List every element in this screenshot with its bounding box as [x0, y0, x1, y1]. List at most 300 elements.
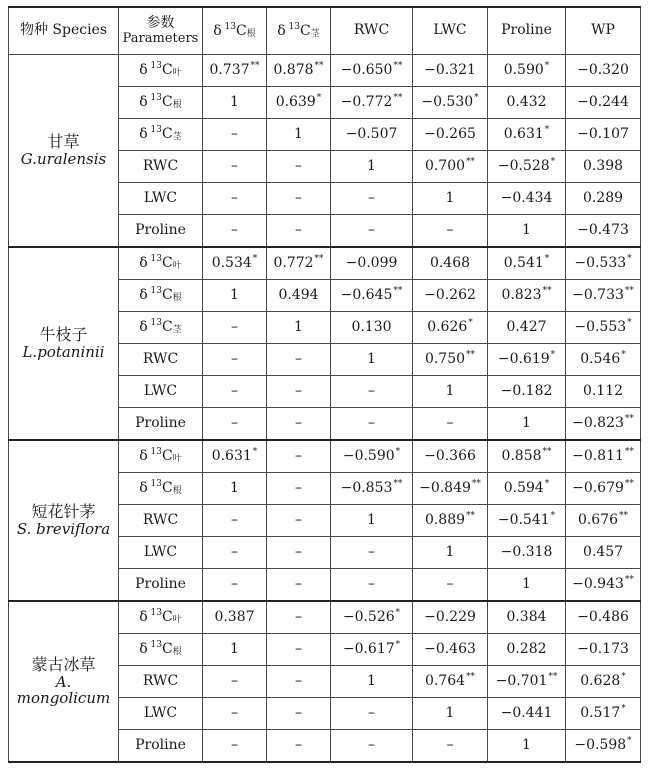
value-text: 1	[367, 157, 376, 174]
species-name-cn: 牛枝子	[39, 325, 88, 345]
parameter-cell	[119, 119, 203, 151]
header-parameters	[119, 7, 203, 55]
value-cell	[203, 505, 267, 537]
parameter-text: LWC	[143, 382, 178, 399]
header-col-4	[488, 7, 566, 55]
significance-mark: *	[316, 93, 322, 104]
value-cell	[203, 440, 267, 473]
value-text: 1	[230, 479, 239, 496]
value-cell	[566, 183, 641, 215]
parameter-cell	[119, 698, 203, 730]
value-cell	[331, 730, 413, 763]
value-cell	[566, 87, 641, 119]
value-cell	[331, 215, 413, 248]
value-cell	[413, 312, 488, 344]
value-text: 0.889	[424, 512, 466, 529]
value-cell	[488, 215, 566, 248]
parameter-delta: δ	[139, 319, 148, 336]
value-text: –	[295, 157, 302, 174]
value-cell	[267, 344, 331, 376]
parameter-text: Proline	[135, 575, 186, 592]
value-text: –	[368, 221, 375, 238]
header-col-3-text: LWC	[433, 22, 467, 39]
value-text: 0.546	[580, 351, 621, 368]
parameter-cell	[119, 408, 203, 441]
value-text: 1	[445, 704, 455, 721]
value-text: 1	[445, 382, 455, 399]
value-text: –	[231, 125, 238, 142]
value-cell	[203, 215, 267, 248]
value-text: 0.590	[503, 62, 544, 79]
species-name-latin: G.uralensis	[20, 150, 107, 169]
significance-mark: **	[624, 286, 634, 297]
value-cell	[488, 280, 566, 312]
value-cell	[413, 473, 488, 505]
value-cell	[203, 569, 267, 602]
parameter-delta: δ	[139, 609, 148, 626]
value-cell	[488, 569, 566, 602]
value-text: −0.590	[342, 448, 395, 465]
parameter-text: RWC	[142, 350, 179, 367]
table-header	[9, 7, 641, 55]
value-text: −0.262	[424, 286, 476, 303]
value-text: −0.619	[497, 351, 550, 368]
value-cell	[331, 376, 413, 408]
value-cell	[331, 151, 413, 183]
value-text: 0.387	[214, 608, 255, 625]
value-text: –	[295, 672, 302, 689]
value-cell	[203, 537, 267, 569]
value-cell	[566, 312, 641, 344]
value-text: 1	[522, 736, 531, 753]
species-name-latin: L.potaninii	[22, 343, 105, 362]
species-name-cn: 短花针茅	[31, 502, 96, 522]
value-text: 0.858	[501, 448, 542, 465]
value-text: −0.473	[577, 221, 629, 238]
value-text: 0.517	[580, 705, 621, 722]
value-cell	[331, 119, 413, 151]
value-cell	[267, 280, 331, 312]
parameter-cell	[119, 312, 203, 344]
significance-mark: **	[314, 254, 324, 265]
parameter-text: Proline	[135, 414, 186, 431]
parameter-base: C	[161, 287, 173, 304]
parameter-isotope: 13	[150, 286, 162, 297]
significance-mark: **	[624, 447, 634, 458]
parameter-text: RWC	[142, 672, 179, 689]
value-text: –	[295, 640, 302, 657]
significance-mark: *	[395, 608, 401, 619]
value-text: −0.366	[424, 447, 476, 464]
value-cell	[203, 730, 267, 763]
parameter-isotope: 13	[150, 61, 162, 72]
value-text: –	[295, 447, 302, 464]
value-cell	[331, 312, 413, 344]
significance-mark: **	[393, 61, 403, 72]
value-text: −0.320	[577, 61, 629, 78]
parameter-cell	[119, 280, 203, 312]
parameter-tissue: 根	[172, 293, 182, 304]
value-text: 0.631	[503, 126, 544, 143]
value-text: –	[231, 189, 238, 206]
value-text: −0.853	[340, 480, 393, 497]
parameter-cell	[119, 569, 203, 602]
value-cell	[331, 601, 413, 634]
value-cell	[413, 151, 488, 183]
value-cell	[566, 601, 641, 634]
header-col-0-tissue: 根	[246, 28, 256, 39]
value-cell	[488, 408, 566, 441]
header-col-1-tissue: 茎	[310, 28, 320, 39]
parameter-cell	[119, 666, 203, 698]
value-cell	[566, 666, 641, 698]
value-cell	[566, 215, 641, 248]
value-text: −0.530	[421, 94, 474, 111]
significance-mark: **	[393, 93, 403, 104]
value-text: −0.943	[572, 576, 624, 593]
parameter-base: C	[161, 319, 173, 336]
header-col-5	[566, 7, 641, 55]
value-text: −0.541	[497, 512, 550, 529]
header-params-cn: 参数	[146, 15, 175, 32]
parameter-text: RWC	[142, 511, 179, 528]
significance-mark: **	[619, 511, 629, 522]
value-text: –	[295, 189, 302, 206]
value-cell	[203, 87, 267, 119]
parameter-tissue: 根	[172, 647, 182, 658]
value-cell	[488, 698, 566, 730]
significance-mark: **	[624, 414, 634, 425]
header-params-en: Parameters	[122, 30, 199, 46]
value-cell	[203, 151, 267, 183]
value-cell	[488, 634, 566, 666]
value-cell	[267, 215, 331, 248]
value-text: –	[295, 575, 302, 592]
value-cell	[203, 119, 267, 151]
species-group	[9, 440, 641, 601]
value-text: 0.700	[424, 158, 466, 175]
value-cell	[267, 440, 331, 473]
parameter-base: C	[161, 641, 173, 658]
parameter-delta: δ	[139, 94, 148, 111]
value-text: 1	[230, 93, 239, 110]
value-cell	[413, 119, 488, 151]
parameter-base: C	[161, 94, 173, 111]
value-cell	[413, 537, 488, 569]
value-cell	[413, 247, 488, 280]
significance-mark: **	[471, 479, 481, 490]
value-cell	[566, 440, 641, 473]
value-cell	[331, 666, 413, 698]
significance-mark: *	[550, 350, 556, 361]
parameter-tissue: 根	[172, 486, 182, 497]
value-text: −0.811	[572, 448, 624, 465]
value-cell	[566, 280, 641, 312]
header-col-3	[413, 7, 488, 55]
value-cell	[267, 87, 331, 119]
value-text: −0.533	[574, 255, 627, 272]
value-cell	[488, 247, 566, 280]
value-cell	[488, 376, 566, 408]
value-text: −0.645	[340, 287, 393, 304]
value-text: 0.772	[273, 255, 314, 272]
significance-mark: *	[395, 640, 401, 651]
parameter-text: LWC	[143, 189, 178, 206]
value-cell	[203, 601, 267, 634]
value-text: –	[231, 736, 238, 753]
value-cell	[488, 55, 566, 87]
value-cell	[267, 247, 331, 280]
value-cell	[267, 473, 331, 505]
species-name-cn: 蒙古冰草	[31, 655, 96, 675]
value-cell	[267, 634, 331, 666]
value-cell	[488, 730, 566, 763]
parameter-cell	[119, 440, 203, 473]
value-cell	[203, 698, 267, 730]
parameter-text: Proline	[135, 736, 186, 753]
value-text: –	[368, 382, 375, 399]
parameter-isotope: 13	[150, 640, 162, 651]
value-text: –	[295, 704, 302, 721]
value-text: –	[295, 736, 302, 753]
value-text: 1	[445, 189, 455, 206]
significance-mark: *	[468, 318, 473, 329]
value-text: 0.457	[582, 543, 624, 560]
significance-mark: *	[395, 447, 401, 458]
parameter-base: C	[161, 448, 173, 465]
value-cell	[267, 730, 331, 763]
parameter-tissue: 茎	[172, 325, 182, 336]
header-col-2	[331, 7, 413, 55]
value-text: 0.631	[211, 448, 252, 465]
value-cell	[331, 634, 413, 666]
value-cell	[331, 183, 413, 215]
value-cell	[331, 473, 413, 505]
parameter-base: C	[161, 126, 173, 143]
species-name-cn: 甘草	[47, 132, 80, 152]
value-text: 0.289	[582, 189, 624, 206]
value-cell	[488, 666, 566, 698]
parameter-cell	[119, 730, 203, 763]
value-cell	[267, 569, 331, 602]
value-text: 0.639	[275, 94, 316, 111]
significance-mark: **	[542, 447, 552, 458]
parameter-text: LWC	[143, 704, 178, 721]
parameter-cell	[119, 344, 203, 376]
value-cell	[566, 634, 641, 666]
significance-mark: *	[627, 318, 632, 329]
significance-mark: *	[544, 125, 550, 136]
value-cell	[331, 440, 413, 473]
significance-mark: **	[548, 672, 558, 683]
value-text: 1	[230, 286, 239, 303]
table-row	[9, 247, 641, 280]
header-col-0-base: C	[235, 22, 247, 39]
value-cell	[203, 408, 267, 441]
value-cell	[566, 55, 641, 87]
significance-mark: *	[474, 93, 479, 104]
parameter-isotope: 13	[150, 479, 162, 490]
value-cell	[413, 730, 488, 763]
significance-mark: *	[627, 736, 632, 747]
value-cell	[267, 312, 331, 344]
parameter-delta: δ	[139, 255, 148, 272]
value-text: 0.750	[424, 351, 466, 368]
value-text: −0.434	[500, 189, 553, 206]
value-cell	[331, 537, 413, 569]
value-cell	[331, 247, 413, 280]
significance-mark: *	[621, 350, 626, 361]
value-text: 1	[230, 640, 239, 657]
value-text: 0.676	[577, 512, 619, 529]
value-text: 0.878	[273, 62, 314, 79]
value-text: −0.265	[424, 125, 476, 142]
value-text: −0.507	[345, 125, 398, 142]
value-text: −0.701	[495, 673, 548, 690]
parameter-cell	[119, 537, 203, 569]
value-cell	[203, 55, 267, 87]
value-cell	[267, 408, 331, 441]
header-col-0-delta: δ	[213, 22, 222, 39]
species-cell	[9, 55, 119, 248]
parameter-base: C	[161, 255, 173, 272]
value-cell	[267, 55, 331, 87]
parameter-base: C	[161, 609, 173, 626]
value-cell	[566, 505, 641, 537]
value-text: 0.594	[503, 480, 544, 497]
value-cell	[203, 312, 267, 344]
value-cell	[488, 151, 566, 183]
header-col-0-isotope: 13	[224, 21, 236, 32]
value-cell	[331, 55, 413, 87]
parameter-delta: δ	[139, 480, 148, 497]
value-cell	[267, 505, 331, 537]
value-text: −0.182	[500, 382, 553, 399]
value-text: –	[295, 511, 302, 528]
value-text: −0.486	[577, 608, 629, 625]
value-text: 0.534	[211, 255, 252, 272]
parameter-isotope: 13	[150, 447, 162, 458]
header-row	[9, 7, 641, 55]
value-cell	[488, 344, 566, 376]
significance-mark: *	[544, 61, 550, 72]
value-text: −0.441	[500, 704, 553, 721]
value-text: –	[231, 157, 238, 174]
value-cell	[203, 634, 267, 666]
value-text: –	[231, 511, 238, 528]
value-text: −0.772	[340, 94, 393, 111]
value-cell	[267, 183, 331, 215]
value-cell	[331, 408, 413, 441]
parameter-cell	[119, 601, 203, 634]
species-group	[9, 247, 641, 440]
value-text: 0.737	[209, 62, 250, 79]
significance-mark: *	[252, 447, 258, 458]
value-cell	[413, 376, 488, 408]
value-text: −0.598	[574, 737, 627, 754]
value-cell	[488, 119, 566, 151]
species-name-latin: S. breviflora	[16, 520, 111, 539]
value-text: 0.764	[424, 673, 466, 690]
significance-mark: **	[393, 286, 403, 297]
significance-mark: **	[466, 511, 476, 522]
header-species	[9, 7, 119, 55]
parameter-delta: δ	[139, 448, 148, 465]
parameter-cell	[119, 183, 203, 215]
value-text: –	[231, 382, 238, 399]
significance-mark: **	[250, 61, 260, 72]
value-text: –	[295, 221, 302, 238]
value-cell	[488, 601, 566, 634]
value-cell	[331, 87, 413, 119]
significance-mark: **	[624, 479, 634, 490]
value-text: −0.107	[577, 125, 629, 142]
parameter-cell	[119, 87, 203, 119]
value-cell	[331, 505, 413, 537]
value-text: –	[231, 575, 238, 592]
parameter-cell	[119, 634, 203, 666]
header-col-1-base: C	[299, 22, 311, 39]
value-text: –	[295, 414, 302, 431]
header-col-0	[203, 7, 267, 55]
value-text: –	[446, 414, 454, 431]
value-cell	[566, 698, 641, 730]
value-cell	[566, 537, 641, 569]
value-text: 1	[367, 511, 376, 528]
value-text: −0.318	[500, 543, 553, 560]
value-text: 1	[294, 318, 303, 335]
significance-mark: *	[621, 672, 626, 683]
value-cell	[203, 376, 267, 408]
parameter-cell	[119, 55, 203, 87]
significance-mark: **	[624, 575, 634, 586]
value-text: 0.398	[582, 157, 624, 174]
value-text: −0.849	[419, 480, 471, 497]
value-cell	[267, 376, 331, 408]
significance-mark: **	[466, 350, 476, 361]
parameter-base: C	[161, 480, 173, 497]
parameter-isotope: 13	[150, 254, 162, 265]
value-text: –	[295, 608, 302, 625]
value-text: 0.494	[278, 286, 319, 303]
value-cell	[488, 183, 566, 215]
significance-mark: *	[550, 511, 556, 522]
value-text: –	[368, 414, 375, 431]
table-row	[9, 55, 641, 87]
value-cell	[566, 344, 641, 376]
value-text: –	[295, 382, 302, 399]
value-text: 1	[522, 221, 531, 238]
value-text: −0.733	[572, 287, 624, 304]
value-cell	[566, 569, 641, 602]
parameter-delta: δ	[139, 126, 148, 143]
value-text: –	[446, 575, 454, 592]
parameter-tissue: 叶	[172, 454, 182, 465]
value-cell	[413, 55, 488, 87]
significance-mark: **	[466, 157, 476, 168]
value-text: –	[231, 221, 238, 238]
value-cell	[203, 247, 267, 280]
value-cell	[413, 601, 488, 634]
value-text: –	[231, 704, 238, 721]
header-col-2-text: RWC	[353, 22, 390, 39]
significance-mark: **	[542, 286, 552, 297]
value-cell	[267, 151, 331, 183]
value-text: 0.628	[580, 673, 621, 690]
value-text: 1	[522, 414, 531, 431]
significance-mark: **	[466, 672, 476, 683]
value-cell	[413, 344, 488, 376]
